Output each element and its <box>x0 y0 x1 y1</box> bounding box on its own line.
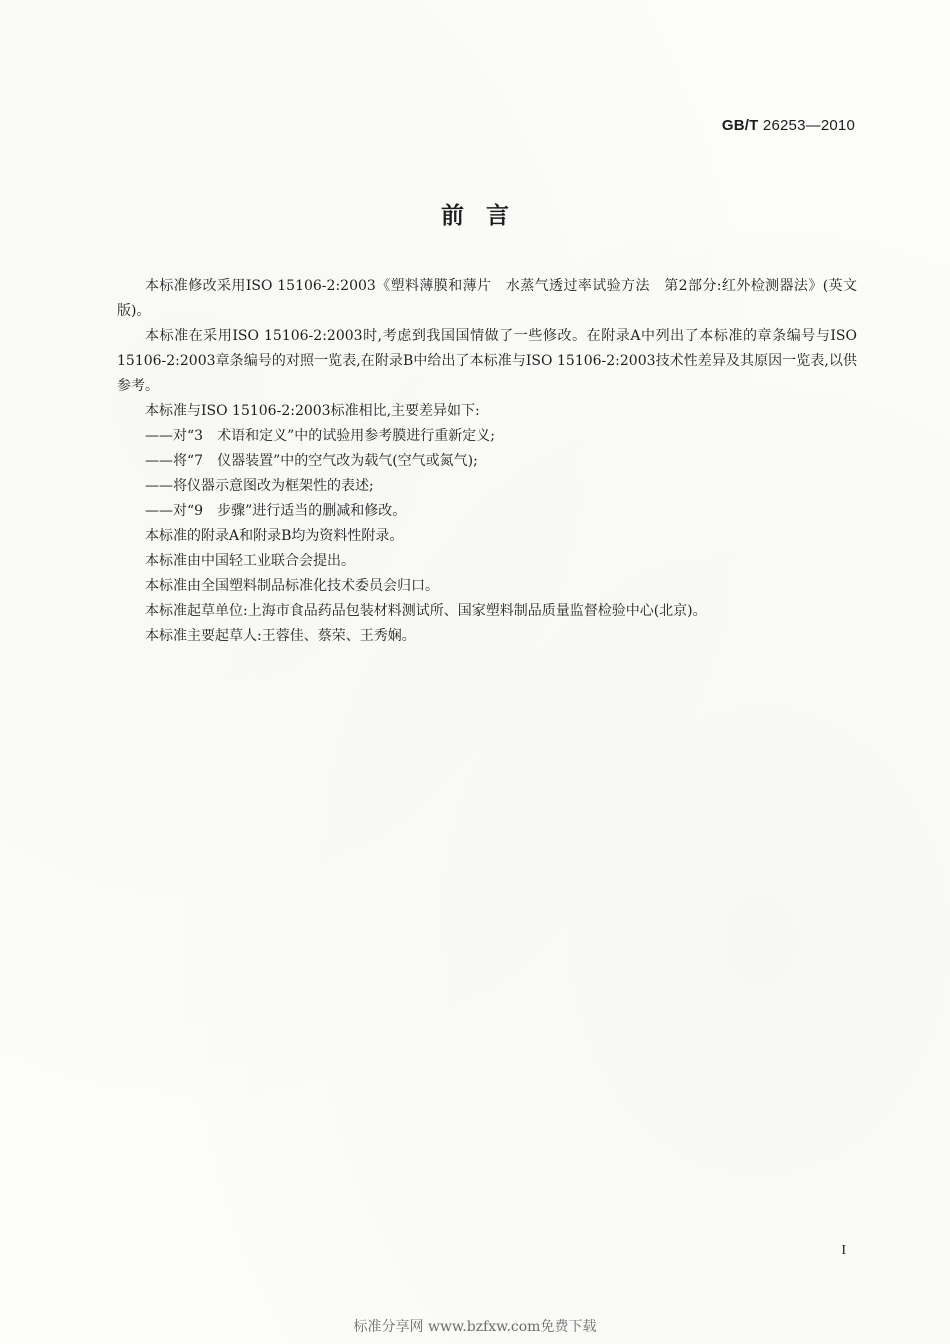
difference-item: ——将“7 仪器装置”中的空气改为载气(空气或氮气); <box>145 453 478 469</box>
watermark-footer: 标准分享网 www.bzfxw.com免费下载 <box>353 1319 597 1335</box>
difference-item: ——对“3 术语和定义”中的试验用参考膜进行重新定义; <box>145 428 495 444</box>
standard-number: 26253—2010 <box>762 117 855 134</box>
paragraph-annexes: 本标准的附录A和附录B均为资料性附录。 <box>145 528 404 544</box>
paragraph-proposer: 本标准由中国轻工业联合会提出。 <box>145 553 355 569</box>
paragraph-drafters: 本标准主要起草人:王蓉佳、蔡荣、王秀娴。 <box>145 628 416 644</box>
paragraph-drafting-units: 本标准起草单位:上海市食品药品包装材料测试所、国家塑料制品质量监督检验中心(北京)。 <box>145 603 707 619</box>
page-number: I <box>841 1243 846 1258</box>
paragraph-adoption: 本标准修改采用ISO 15106-2:2003《塑料薄膜和薄片 水蒸气透过率试验方法 第2部分:红外检测器法》(英文版)。 <box>117 278 857 319</box>
foreword-body <box>117 274 857 649</box>
paragraph-committee: 本标准由全国塑料制品标准化技术委员会归口。 <box>145 578 439 594</box>
standard-code <box>722 117 855 134</box>
standard-prefix: GB/T <box>721 117 759 134</box>
paragraph-differences-intro: 本标准与ISO 15106-2:2003标准相比,主要差异如下: <box>145 403 480 419</box>
difference-item: ——将仪器示意图改为框架性的表述; <box>145 478 374 494</box>
paragraph-modifications: 本标准在采用ISO 15106-2:2003时,考虑到我国国情做了一些修改。在附录A中列出了本标准的章条编号与ISO 15106-2:2003章条编号的对照一览表,在附录B中给出了本标准与ISO 15106-2:2003技术性差异及其原因一览表,以供参考。 <box>117 328 857 394</box>
difference-item: ——对“9 步骤”进行适当的删减和修改。 <box>145 503 407 519</box>
page-title: 前言 <box>441 203 531 229</box>
